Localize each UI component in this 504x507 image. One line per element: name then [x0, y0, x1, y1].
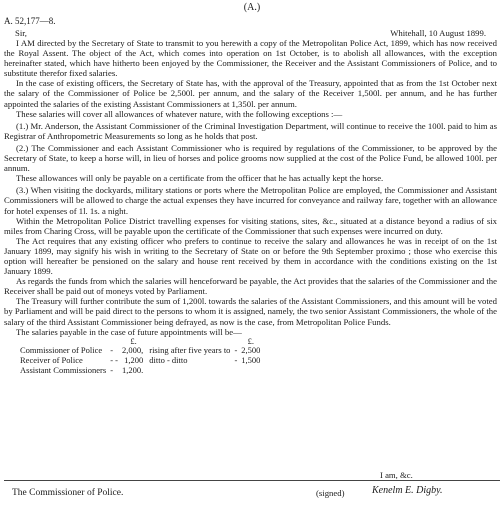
- initial-salary: 2,000,: [121, 345, 144, 356]
- initial-salary: 1,200: [124, 354, 144, 365]
- salary-table: [20, 337, 264, 375]
- final-salary: 2,500: [241, 345, 261, 356]
- signed-label: (signed): [316, 488, 345, 498]
- paragraph-treasury: The Treasury will further contribute the sum of 1,200l. towards the salaries of the Assistant Commissioners, and this amount will be voted by Parliament and will be paid direct to the persons to whom it is assigned, namely, the two senior Assistant Commissioners, the whole of the salary of the third Assistant Commissioner being defrayed, as now is the case, from Metropolitan Police Funds.: [4, 296, 497, 327]
- leader-dashes: -: [110, 364, 114, 375]
- exception-1: (1.) Mr. Anderson, the Assistant Commissioner of the Criminal Investigation Department, will continue to receive the 100l. paid to him as Registrar of Anthropometric Measurements so long as he holds that post.: [4, 120, 497, 141]
- final-salary: [241, 366, 264, 376]
- initial-salary: 1,200.: [121, 364, 144, 375]
- valediction: I am, &c.: [380, 470, 413, 480]
- post-name: Receiver of Police: [20, 354, 83, 365]
- leader-dashes: - -: [110, 354, 118, 365]
- salary-note: [149, 366, 234, 376]
- currency-header-2: £.: [247, 335, 255, 346]
- post-name: Commissioner of Police: [20, 345, 103, 356]
- leader-dashes: -: [234, 354, 238, 365]
- post-name: Assistant Commissioners: [20, 364, 107, 375]
- paragraph-future-salaries: The salaries payable in the case of future appointments will be—: [16, 326, 242, 337]
- letter-body: [4, 38, 497, 375]
- paragraph-horse-certificate: These allowances will only be payable on a certificate from the officer that he has actually kept the horse.: [16, 173, 384, 184]
- dateline: Whitehall, 10 August 1899.: [390, 28, 486, 38]
- reference-number: A. 52,177—8.: [4, 16, 56, 26]
- paragraph-funds: As regards the funds from which the salaries will henceforward be payable, the Act provides that the salaries of the Commissioner and the Receiver shall be paid out of moneys voted by Parliament.: [4, 276, 497, 297]
- footer-divider: [4, 480, 500, 481]
- salary-note: ditto - ditto: [149, 354, 188, 365]
- leader-dashes: -: [234, 345, 238, 356]
- paragraph-intro: I AM directed by the Secretary of State to transmit to you herewith a copy of the Metropolitan Police Act, 1899, which has now received the Royal Assent. The object of the Act, which comes into operation on 1st October, is to abolish all allowances, with the exception hereinafter stated, which have hitherto been enjoyed by the Commissioner, the Receiver and the Assistant Commissioners of Police, and to substitute therefor fixed salaries.: [4, 38, 497, 79]
- currency-header: £.: [130, 335, 137, 346]
- salary-note: rising after five years to: [149, 345, 231, 356]
- leader-dashes: [234, 366, 241, 376]
- paragraph-exceptions-lead: These salaries will cover all allowances of whatever nature, with the following exceptions :—: [16, 108, 343, 119]
- addressee: The Commissioner of Police.: [12, 488, 124, 498]
- paragraph-option: The Act requires that any existing officer who prefers to continue to receive the salary and allowances he was in receipt of on the 1st January 1899, may signify his wish in writing to the Secretary of State on or before the 9th September proximo ; those who exercise this option will hereafter be pensioned on the salary and house rent received by them in accordance with the conditions existing on the 1st January 1899.: [4, 235, 497, 277]
- salutation: Sir,: [15, 28, 27, 38]
- leader-dashes: -: [110, 345, 114, 356]
- final-salary: 1,500: [241, 354, 261, 365]
- table-row: [20, 366, 264, 376]
- paragraph-existing-officers: In the case of existing officers, the Secretary of State has, with the approval of the Treasury, appointed that as from the 1st October next the salary of the Commissioner of Police be 2,500l. per annum, and the salary of the Receiver 1,500l. per annum, and he has further appointed the salaries of the existing Assistant Commissioners at 1,350l. per annum.: [4, 78, 497, 109]
- signature: Kenelm E. Digby.: [372, 485, 443, 496]
- exception-2: (2.) The Commissioner and each Assistant Commissioner who is required by regulations of the Commissioner, to be approved by the Secretary of State, to keep a horse will, in lieu of horses and police grooms now supplied at the cost of the Police Fund, be allowed 100l. per annum.: [4, 142, 497, 174]
- paragraph-travelling-expenses: Within the Metropolitan Police District travelling expenses for visiting stations, sites, &c., situated at a distance beyond a radius of six miles from Charing Cross, will be payable upon the certificate of the Commissioner that such expenses were incurred on duty.: [4, 215, 497, 236]
- letter-heading: (A.): [243, 2, 261, 13]
- exception-3: (3.) When visiting the dockyards, military stations or ports where the Metropolitan Police are employed, the Commissioner and Assistant Commissioners will be allowed to charge the actual expenses they have incurred for conveyance and railway fare, together with an allowance for hotel expenses of 1l. 1s. a night.: [4, 185, 497, 216]
